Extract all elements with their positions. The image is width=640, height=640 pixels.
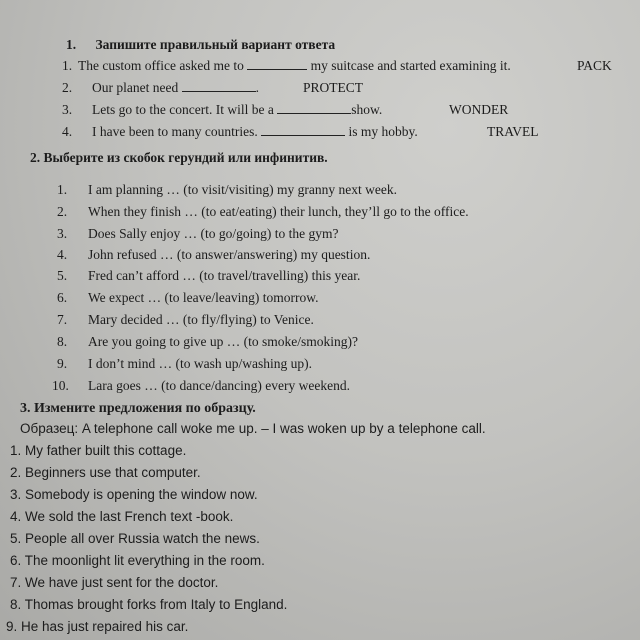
section1-item-2-number: 2. bbox=[62, 80, 73, 95]
section2-item-number: 10. bbox=[52, 378, 69, 393]
item-pre-text: I have been to many countries. bbox=[92, 124, 258, 139]
section1-heading-number: 1. bbox=[66, 37, 77, 52]
item-post-text: . bbox=[255, 80, 259, 95]
section2-heading: 2. Выберите из скобок герундий или инфинитив. bbox=[30, 150, 328, 165]
section3-item: 8. Thomas brought forks from Italy to England. bbox=[10, 597, 288, 612]
section1-item-3-word: WONDER bbox=[449, 102, 509, 117]
section3-example: Образец: A telephone call woke me up. – I was woken up by a telephone call. bbox=[20, 421, 486, 436]
section2-item-number: 8. bbox=[57, 334, 68, 349]
item-post-text: my suitcase and started examining it. bbox=[310, 58, 511, 73]
section2-item-number: 9. bbox=[57, 356, 68, 371]
section2-item-number: 1. bbox=[57, 182, 68, 197]
section2-item-number: 7. bbox=[57, 312, 68, 327]
section2-item-number: 3. bbox=[57, 226, 68, 241]
item-pre-text: Lets go to the concert. It will be a bbox=[92, 102, 274, 117]
section2-item-number: 5. bbox=[57, 268, 68, 283]
section1-item-2-word: PROTECT bbox=[303, 80, 364, 95]
section1-item-4-text bbox=[92, 124, 418, 140]
section1-item-2-text bbox=[92, 80, 259, 96]
section2-item-text: We expect … (to leave/leaving) tomorrow. bbox=[88, 290, 319, 305]
section3-item: 1. My father built this cottage. bbox=[10, 443, 187, 458]
answer-blank bbox=[261, 124, 345, 136]
section2-item-number: 6. bbox=[57, 290, 68, 305]
section2-item-text: I am planning … (to visit/visiting) my granny next week. bbox=[88, 182, 397, 197]
section1-heading-text: Запишите правильный вариант ответа bbox=[95, 37, 336, 52]
section1-item-3-number: 3. bbox=[62, 102, 73, 117]
section1-item-1-number: 1. bbox=[62, 58, 73, 73]
section2-item-text: Fred can’t afford … (to travel/travelling) this year. bbox=[88, 268, 361, 283]
section3-item: 3. Somebody is opening the window now. bbox=[10, 487, 258, 502]
section3-heading: 3. Измените предложения по образцу. bbox=[20, 401, 256, 416]
item-pre-text: Our planet need bbox=[92, 80, 179, 95]
section1-item-1-word: PACK bbox=[577, 58, 612, 73]
section3-item: 6. The moonlight lit everything in the room. bbox=[10, 553, 265, 568]
section1-item-4-number: 4. bbox=[62, 124, 73, 139]
item-post-text: is my hobby. bbox=[348, 124, 418, 139]
section1-item-1-text bbox=[78, 58, 511, 74]
item-pre-text: The custom office asked me to bbox=[78, 58, 244, 73]
answer-blank bbox=[182, 80, 256, 92]
section3-item: 7. We have just sent for the doctor. bbox=[10, 575, 219, 590]
section2-item-text: John refused … (to answer/answering) my question. bbox=[88, 247, 371, 262]
section1-item-3-text bbox=[92, 102, 382, 118]
section3-item: 9. He has just repaired his car. bbox=[6, 619, 189, 634]
section2-item-number: 4. bbox=[57, 247, 68, 262]
section3-item: 2. Beginners use that computer. bbox=[10, 465, 201, 480]
section2-item-text: Lara goes … (to dance/dancing) every weekend. bbox=[88, 378, 351, 393]
section2-item-text: I don’t mind … (to wash up/washing up). bbox=[88, 356, 312, 371]
section1-item-4-word: TRAVEL bbox=[487, 124, 539, 139]
section2-item-number: 2. bbox=[57, 204, 68, 219]
section2-item-text: Mary decided … (to fly/flying) to Venice. bbox=[88, 312, 314, 327]
section3-item: 4. We sold the last French text -book. bbox=[10, 509, 234, 524]
section2-item-text: When they finish … (to eat/eating) their lunch, they’ll go to the office. bbox=[88, 204, 469, 219]
answer-blank bbox=[247, 58, 307, 70]
answer-blank bbox=[277, 102, 351, 114]
section2-item-text: Does Sally enjoy … (to go/going) to the gym? bbox=[88, 226, 339, 241]
section2-item-text: Are you going to give up … (to smoke/smoking)? bbox=[88, 334, 358, 349]
section3-item: 5. People all over Russia watch the news. bbox=[10, 531, 260, 546]
section1-heading bbox=[66, 37, 335, 53]
item-post-text: show. bbox=[351, 102, 383, 117]
